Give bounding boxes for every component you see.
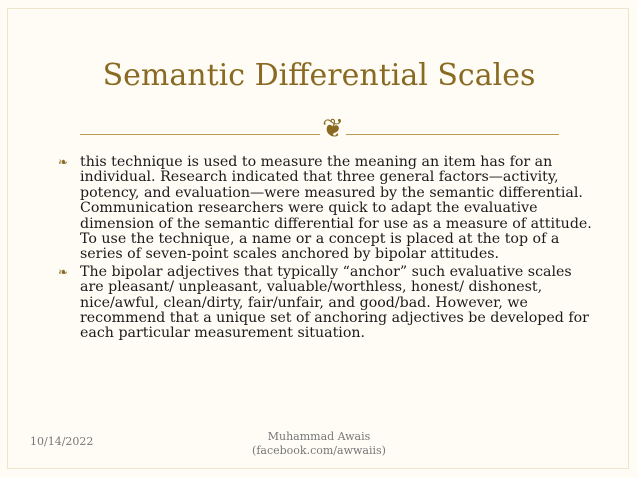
- title-divider-right: [346, 134, 559, 135]
- footer-author-handle: (facebook.com/awwaiis): [252, 444, 386, 457]
- bullet-item: [58, 265, 598, 342]
- footer-author-name: Muhammad Awais: [267, 430, 371, 443]
- bullet-item: [58, 155, 598, 263]
- footer-author-block: [219, 430, 419, 458]
- ornament-icon: ❦: [322, 114, 344, 144]
- bullet-marker-icon: ❧: [58, 155, 69, 169]
- footer-date: 10/14/2022: [30, 435, 94, 448]
- bullet-text: The bipolar adjectives that typically “anchor” such evaluative scales are pleasant/ unpleasant, valuable/worthless, honest/ dishonest, nice/awful, clean/dirty, fair/unfair, and good/bad. However, we recommend that a unique set of anchoring adjectives be developed for each particular measurement situation.: [80, 263, 589, 342]
- bullet-marker-icon: ❧: [58, 264, 69, 279]
- bullet-text: this technique is used to measure the meaning an item has for an individual. Research indicated that three general factors—activity, potency, and evaluation—were measured by the semantic differential. Communication researchers were quick to adapt the evaluative dimension of the semantic differential for use as a measure of attitude. To use the technique, a name or a concept is placed at the top of a series of seven-point scales anchored by bipolar attitudes.: [80, 154, 592, 263]
- bullet-list: [58, 155, 598, 344]
- slide-title: Semantic Differential Scales: [102, 58, 536, 93]
- title-divider-left: [80, 134, 320, 135]
